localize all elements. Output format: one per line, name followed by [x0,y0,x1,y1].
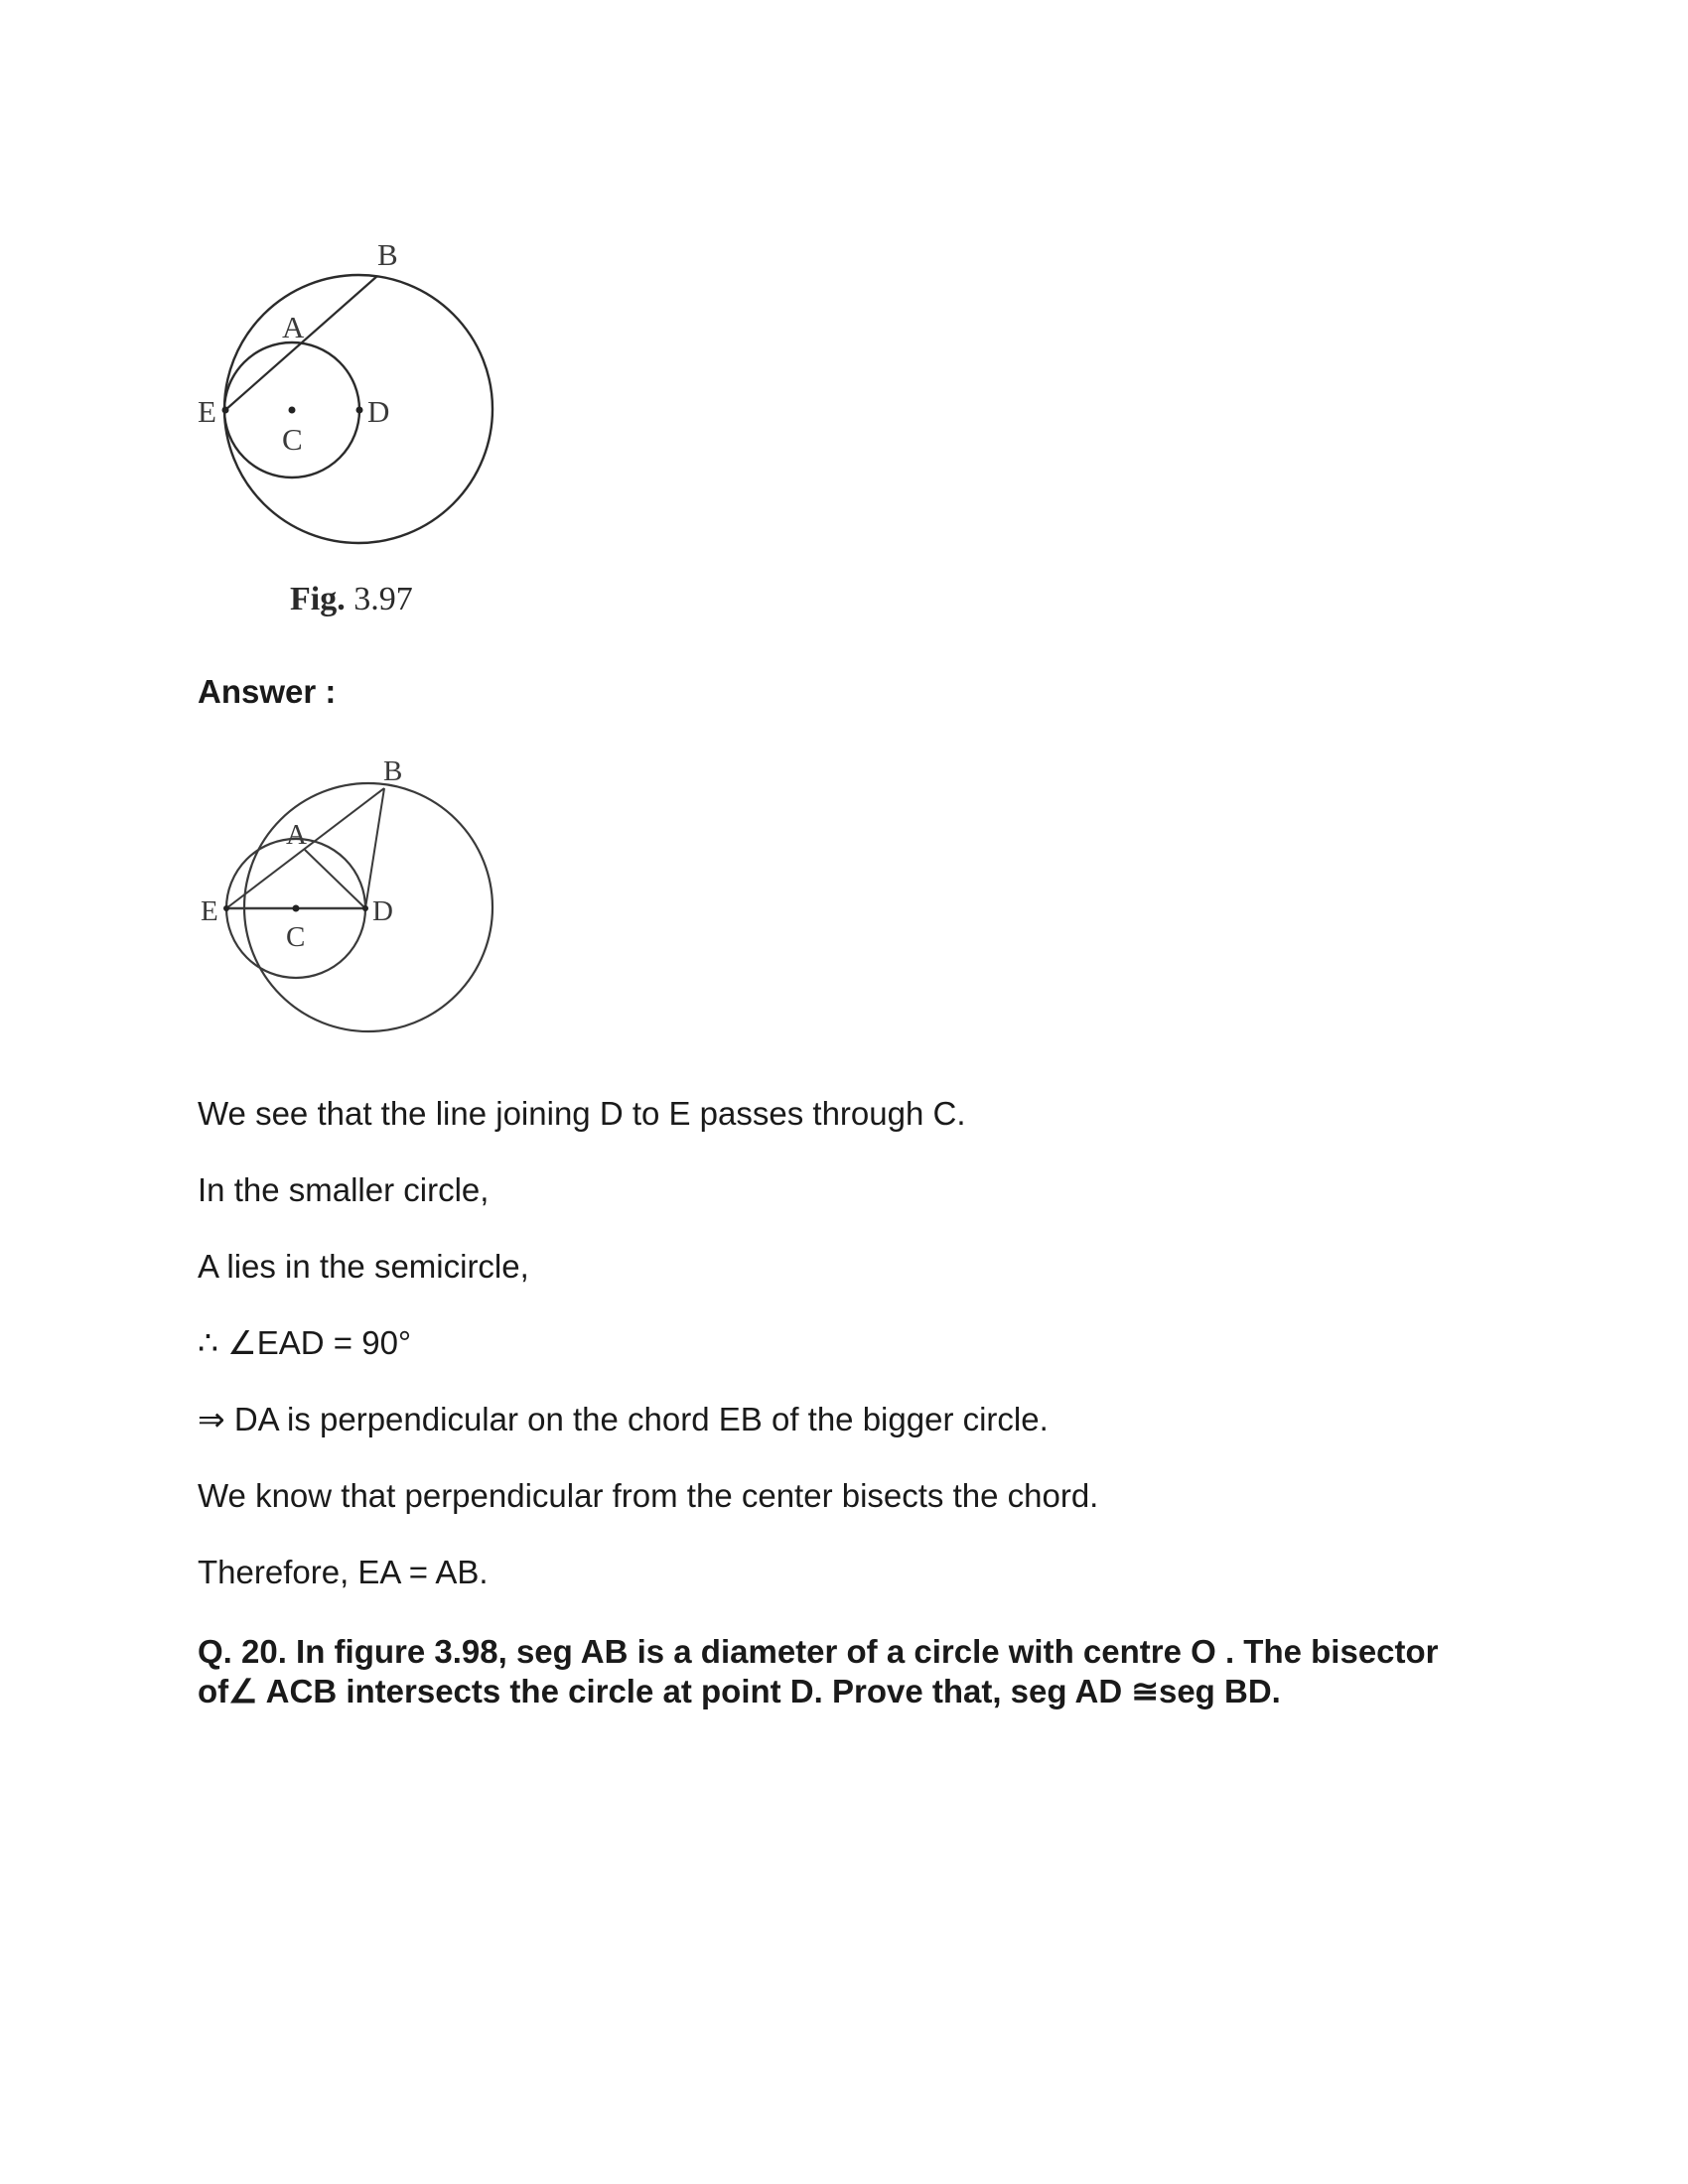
figure-caption [290,581,413,618]
answer-line-7: Therefore, EA = AB. [198,1554,489,1590]
answer-line-3: A lies in the semicircle, [198,1248,529,1285]
label-a: A [286,819,307,851]
answer-heading: Answer : [198,673,337,710]
caption-prefix: Fig. [290,581,346,617]
answer-line-5: ⇒ DA is perpendicular on the chord EB of the bigger circle. [198,1401,1049,1437]
caption-number: 3.97 [353,581,413,617]
label-c: C [286,921,306,953]
answer-figure [179,745,516,1072]
point-c-dot [293,905,300,912]
answer-figure-diagram [179,745,516,1072]
answer-line-1: We see that the line joining D to E passes through C. [198,1095,966,1132]
question-20: Q. 20. In figure 3.98, seg AB is a diameter of a circle with centre O . The bisector of∠ ACB intersects the circle at point D. Prove that, seg AD ≅seg BD. [198,1633,1439,1709]
label-e: E [201,895,218,927]
segment-ad [305,850,365,908]
label-b: B [383,755,403,787]
point-d-dot [356,407,363,414]
label-a: A [282,310,305,344]
label-b: B [377,237,398,272]
figure-3-97 [179,228,516,566]
answer-line-4: ∴ ∠EAD = 90° [198,1324,412,1361]
answer-line-2: In the smaller circle, [198,1171,490,1208]
point-e-dot [223,905,229,911]
segment-db [365,788,384,908]
answer-line-6: We know that perpendicular from the center bisects the chord. [198,1477,1099,1514]
label-c: C [282,422,303,457]
figure-3-97-diagram [179,228,516,566]
label-e: E [198,394,216,429]
point-c-dot [289,407,296,414]
point-e-dot [222,407,229,414]
point-d-dot [362,905,368,911]
label-d: D [367,394,390,429]
label-d: D [372,895,393,927]
